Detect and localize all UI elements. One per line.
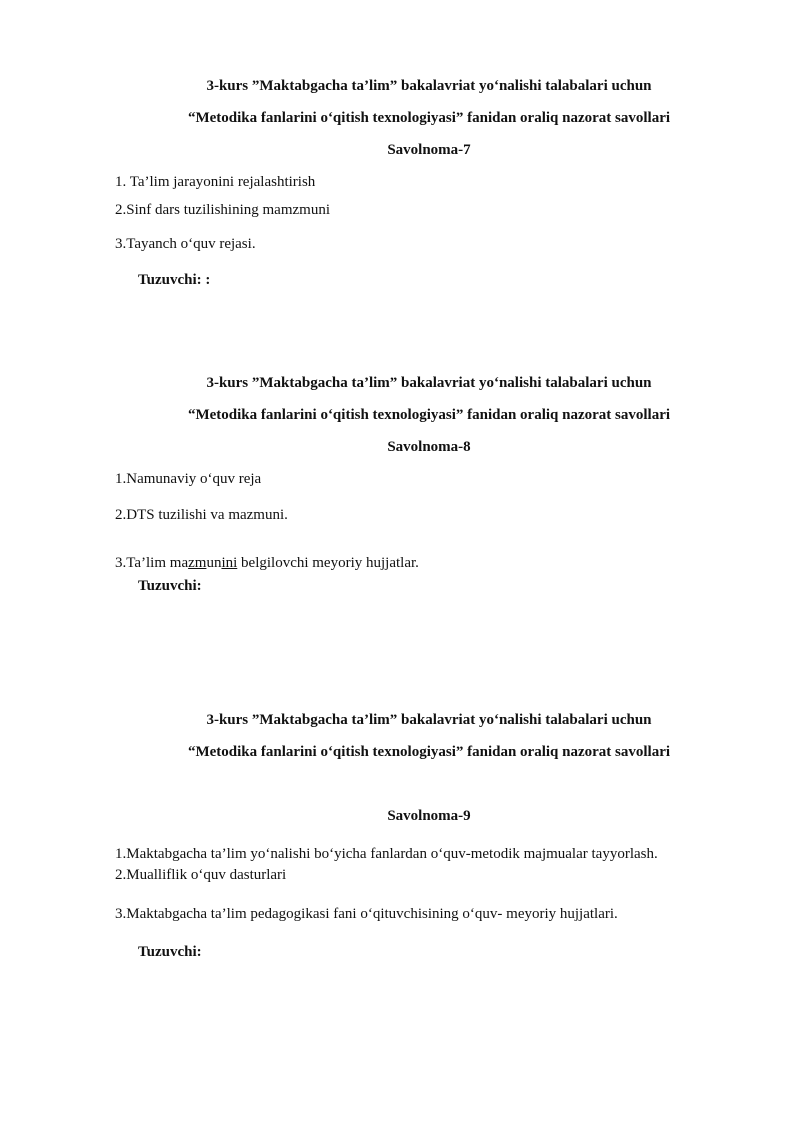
block-3-question-1: 1.Maktabgacha ta’lim yo‘nalishi bo‘yicha fanlardan o‘quv-metodik majmualar tayyorlash. [115,846,658,862]
block-2-question-1: 1.Namunaviy o‘quv reja [115,471,262,487]
block-2-question-2: 2.DTS tuzilishi va mazmuni. [115,507,288,523]
block-2-header-line-2: “Metodika fanlarini o‘qitish texnologiyasi” fanidan oraliq nazorat savollari [187,407,671,423]
block-1-question-1: 1. Ta’lim jarayonini rejalashtirish [115,174,316,190]
block-2-title: Savolnoma-8 [387,439,471,455]
block-2-question-3-suffix: belgilovchi meyoriy hujjatlar. [237,555,419,571]
block-3-header-line-2: “Metodika fanlarini o‘qitish texnologiyasi” fanidan oraliq nazorat savollari [187,744,671,760]
block-2-question-3-underlined-2: ini [221,555,238,571]
block-1-question-2: 2.Sinf dars tuzilishining mamzmuni [115,202,330,218]
block-1-header-line-1: 3-kurs ”Maktabgacha ta’lim” bakalavriat yo‘nalishi talabalari uchun [206,78,652,94]
block-1-author-label: Tuzuvchi: : [138,272,211,288]
block-2-question-3-mid: un [206,555,222,571]
block-2-question-3-underlined-1: zm [188,555,207,571]
block-2-author-label: Tuzuvchi: [138,578,202,594]
block-3-question-2: 2.Mualliflik o‘quv dasturlari [115,867,287,883]
block-2-question-3-prefix: 3.Ta’lim ma [115,555,189,571]
block-3-header-line-1: 3-kurs ”Maktabgacha ta’lim” bakalavriat yo‘nalishi talabalari uchun [206,712,652,728]
block-2-question-3 [115,554,419,572]
block-1-title: Savolnoma-7 [387,142,471,158]
block-3-question-3: 3.Maktabgacha ta’lim pedagogikasi fani o‘qituvchisining o‘quv- meyoriy hujjatlari. [115,906,618,922]
block-1-header-line-2: “Metodika fanlarini o‘qitish texnologiyasi” fanidan oraliq nazorat savollari [187,110,671,126]
block-3-author-label: Tuzuvchi: [138,944,202,960]
block-1-question-3: 3.Tayanch o‘quv rejasi. [115,236,256,252]
block-2-header-line-1: 3-kurs ”Maktabgacha ta’lim” bakalavriat yo‘nalishi talabalari uchun [206,375,652,391]
block-3-title: Savolnoma-9 [387,808,471,824]
